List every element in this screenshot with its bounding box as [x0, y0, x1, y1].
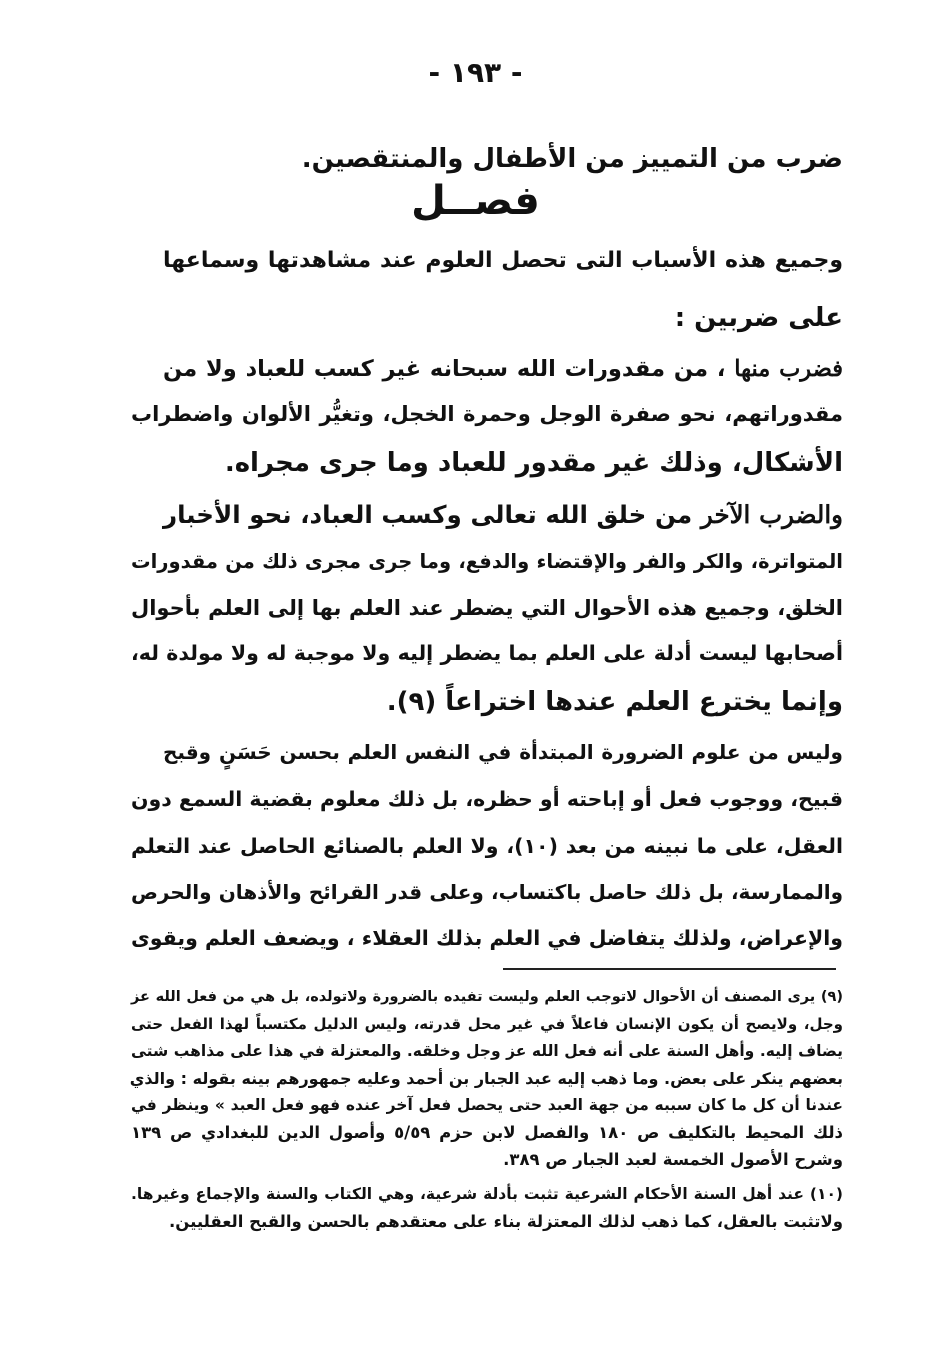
paragraph-1-line: وجميع هذه الأسباب التى تحصل العلوم عند مشاهدتها وسماعها [163, 248, 843, 273]
footnote-10-line: (١٠) عند أهل السنة الأحكام الشرعية تثبت بأدلة شرعية، وهي الكتاب والسنة والإجماع وغيرها. [131, 1185, 843, 1203]
paragraph-2-first-line [163, 358, 843, 381]
paragraph-2-lead: فضرب منها [734, 356, 843, 382]
paragraph-4-line: والممارسة، بل ذلك حاصل باكتساب، وعلى قدر القرائح والأذهان والحرص [131, 880, 843, 904]
intro-line: ضرب من التمييز من الأطفال والمنتقصين. [301, 144, 843, 174]
paragraph-2-line: الأشكال، وذلك غير مقدور للعباد وما جرى مجراه. [224, 448, 843, 478]
footnote-9-line: وشرح الأصول الخمسة لعبد الجبار ص ٣٨٩. [503, 1150, 843, 1169]
footnote-divider [503, 968, 836, 970]
paragraph-4-line: والإعراض، ولذلك يتفاضل في العلم بذلك العقلاء ، ويضعف العلم ويقوى [131, 926, 843, 950]
footnote-9-line: بعضهم ينكر على بعض. وما ذهب إليه عبد الجبار بن أحمد وعليه جمهورهم بينه بقوله : والذي [129, 1069, 843, 1088]
paragraph-3-line: أصحابها ليست أدلة على العلم بما يضطر إليه ولا موجبة له ولا مولدة له، [131, 641, 843, 665]
paragraph-3-first-line [163, 500, 843, 529]
footnote-9-line: يضاف إليه. وأهل السنة على أنه فعل الله عز وجل وخلقه. والمعتزلة في هذا على مذاهب شتى [131, 1042, 843, 1060]
footnote-9-line: ذلك المحيط بالتكليف ص ١٨٠ والفصل لابن حزم ٥/٥٩ وأصول الدين للبغدادي ص ١٣٩ [131, 1123, 843, 1142]
paragraph-1-line: على ضربين : [674, 303, 843, 333]
paragraph-4-line: قبيح، ووجوب فعل أو إباحته أو حظره، بل ذلك معلوم بقضية السمع دون [131, 787, 843, 811]
footnote-9-line: عندنا أن كل ما كان سببه من جهة العبد حتى يحصل فعل آخر عنده فهو فعل العبد » وينظر في [131, 1096, 843, 1114]
paragraph-2-line: مقدوراتهم، نحو صفرة الوجل وحمرة الخجل، وتغيُّر الألوان واضطراب [131, 402, 843, 426]
paragraph-3-lead: والضرب الآخر [700, 500, 843, 529]
paragraph-3-line: من خلق الله تعالى وكسب العباد، نحو الأخبار [163, 500, 693, 529]
footnote-9-line: وجل، ولايصح أن يكون الإنسان فاعلاً في غير محل قدرته، وليس الدليل مكتسباً لهذا الفعل حتى [131, 1015, 843, 1033]
paragraph-4-line: العقل، على ما نبينه من بعد (١٠)، ولا العلم بالصنائع الحاصل عند التعلم [131, 834, 843, 858]
paragraph-2-line: ، من مقدورات الله سبحانه غير كسب للعباد ولا من [163, 356, 726, 382]
footnote-9-line: (٩) يرى المصنف أن الأحوال لاتوجب العلم وليست تفيده بالضرورة ولاتولده، بل هي من فعل الله عز [131, 989, 843, 1005]
paragraph-4-line: وليس من علوم الضرورة المبتدأة في النفس العلم بحسن حَسَنٍ وقبح [163, 740, 843, 764]
paragraph-3-line: الخلق، وجميع هذه الأحوال التي يضطر عند العلم بها إلى العلم بأحوال [131, 596, 843, 620]
section-heading: فصــل [411, 178, 540, 224]
footnote-10-line: ولاتثبت بالعقل، كما ذهب لذلك المعتزلة بناء على معتقدهم بالحسن والقبح العقليين. [169, 1212, 843, 1231]
page-number: - ١٩٣ - [428, 56, 523, 89]
paragraph-3-line: وإنما يخترع العلم عندها اختراعاً (٩). [386, 687, 843, 717]
paragraph-3-line: المتواترة، والكر والفر والإقتضاء والدفع، وما جرى مجرى ذلك من مقدورات [131, 550, 843, 573]
